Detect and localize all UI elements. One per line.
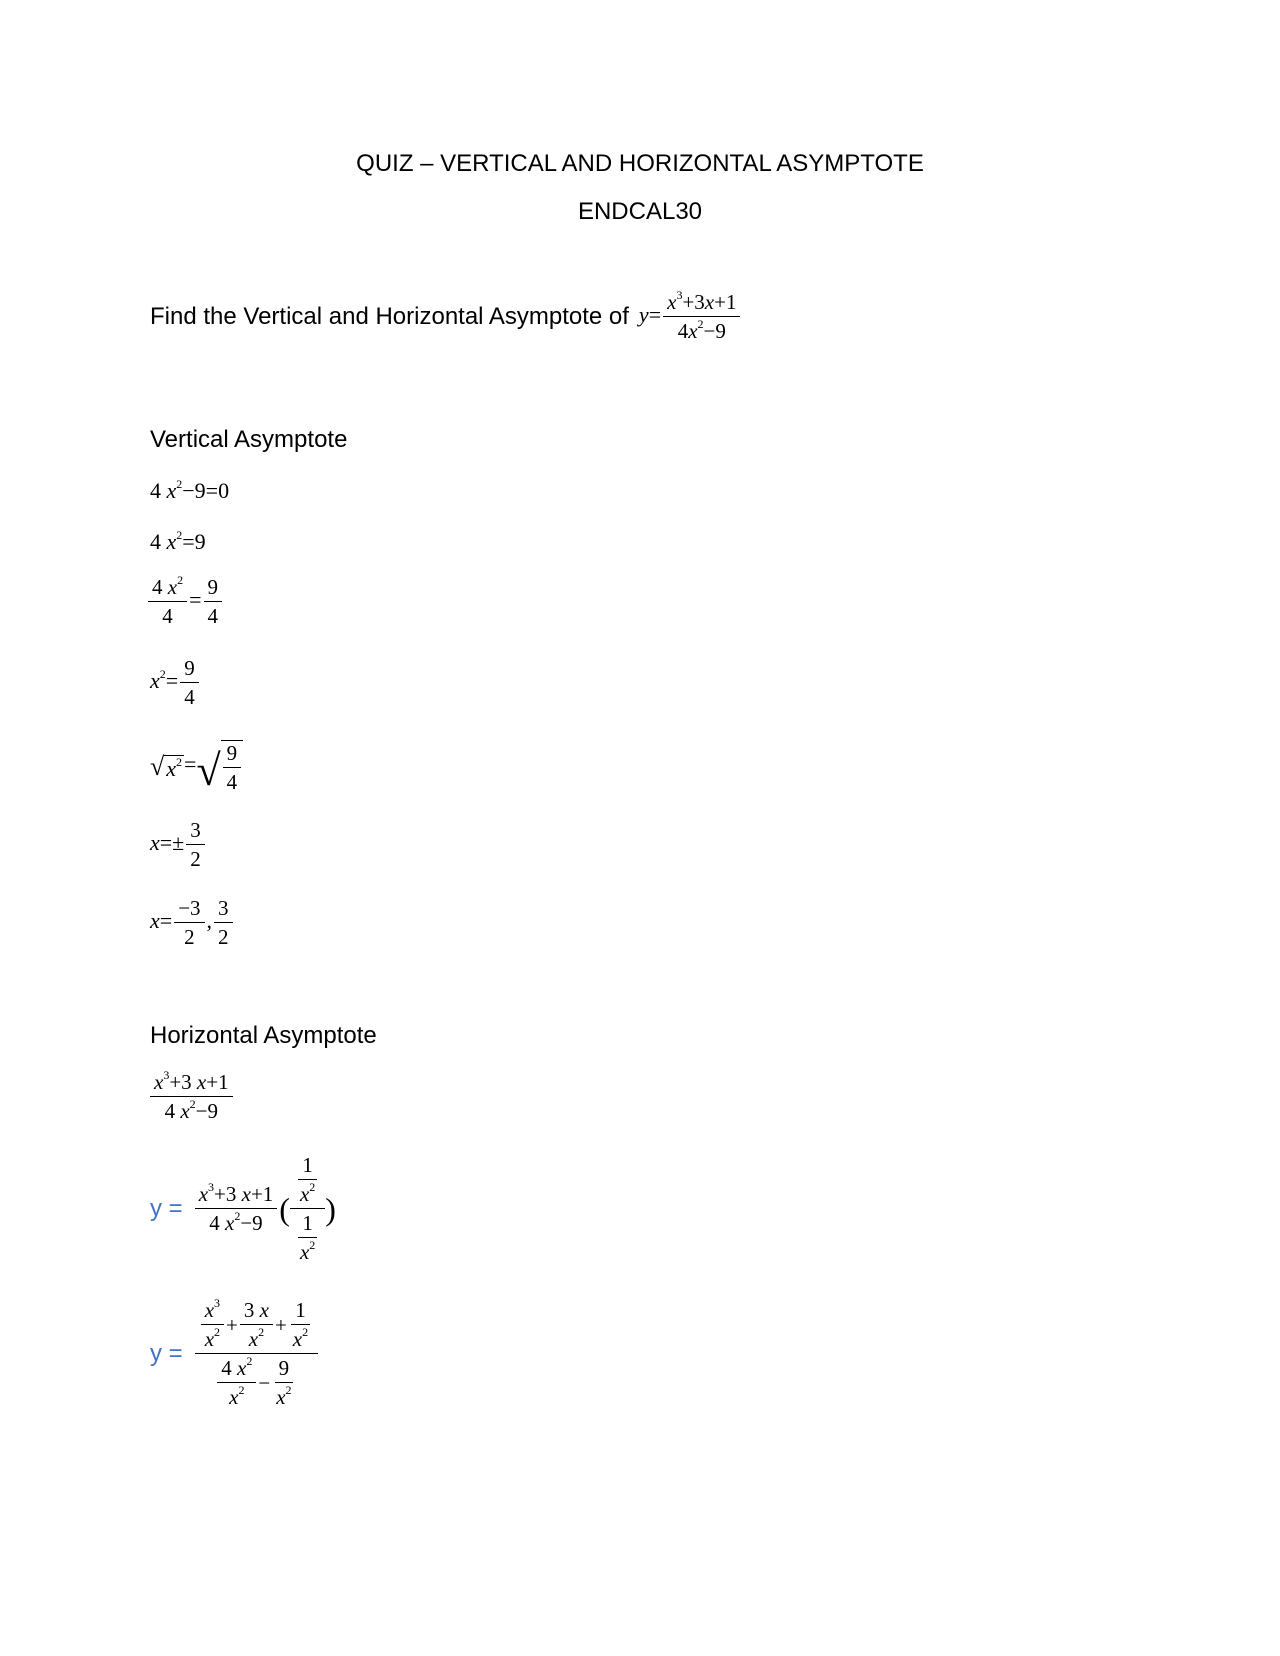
horizontal-heading: Horizontal Asymptote <box>150 1022 377 1049</box>
vertical-step-3: $\frac{4 x^2}{4}$ = $\frac{9}{4}$ <box>146 577 224 627</box>
course-code: ENDCAL30 <box>577 198 703 225</box>
horizontal-step-1: $\frac{x^3+3 x+1}{4 x^2-9}$ <box>150 1072 233 1122</box>
vertical-step-7: x= $\frac{-3}{2}$ , $\frac{3}{2}$ <box>150 898 235 948</box>
question-prompt: Find the Vertical and Horizontal Asymptote of <box>150 303 629 330</box>
vertical-step-2: 4 $x^2=9$ <box>150 528 206 554</box>
horizontal-step-3: y = $\frac{x^3}{x^2}$ + $\frac{3 x}{x^2}$ + $\frac{1}{x^2}$ $\frac{4 x^2}{x^2}$ − $\frac{9}{x^2}$ <box>150 1300 320 1408</box>
horizontal-step-2: y = $\frac{x^3+3 x+1}{4 x^2-9}$ ( $\frac{\frac{1}{x^2}}{\frac{1}{x^2}}$ ) <box>150 1153 336 1264</box>
vertical-step-1: 4 $x^2-9=0$ <box>150 477 230 503</box>
vertical-heading: Vertical Asymptote <box>150 426 348 453</box>
quiz-title: QUIZ – VERTICAL AND HORIZONTAL ASYMPTOTE <box>356 150 924 177</box>
question-function: y= $\frac{x^3+3x+1}{4x^2-9}$ <box>639 292 743 342</box>
vertical-step-5: √ $x^2$ = √ $\frac{9}{4}$ <box>150 740 243 793</box>
vertical-step-6: x=± $\frac{3}{2}$ <box>150 820 207 870</box>
question-line <box>150 288 742 343</box>
vertical-step-4: $x^2=$ $\frac{9}{4}$ <box>150 658 201 708</box>
